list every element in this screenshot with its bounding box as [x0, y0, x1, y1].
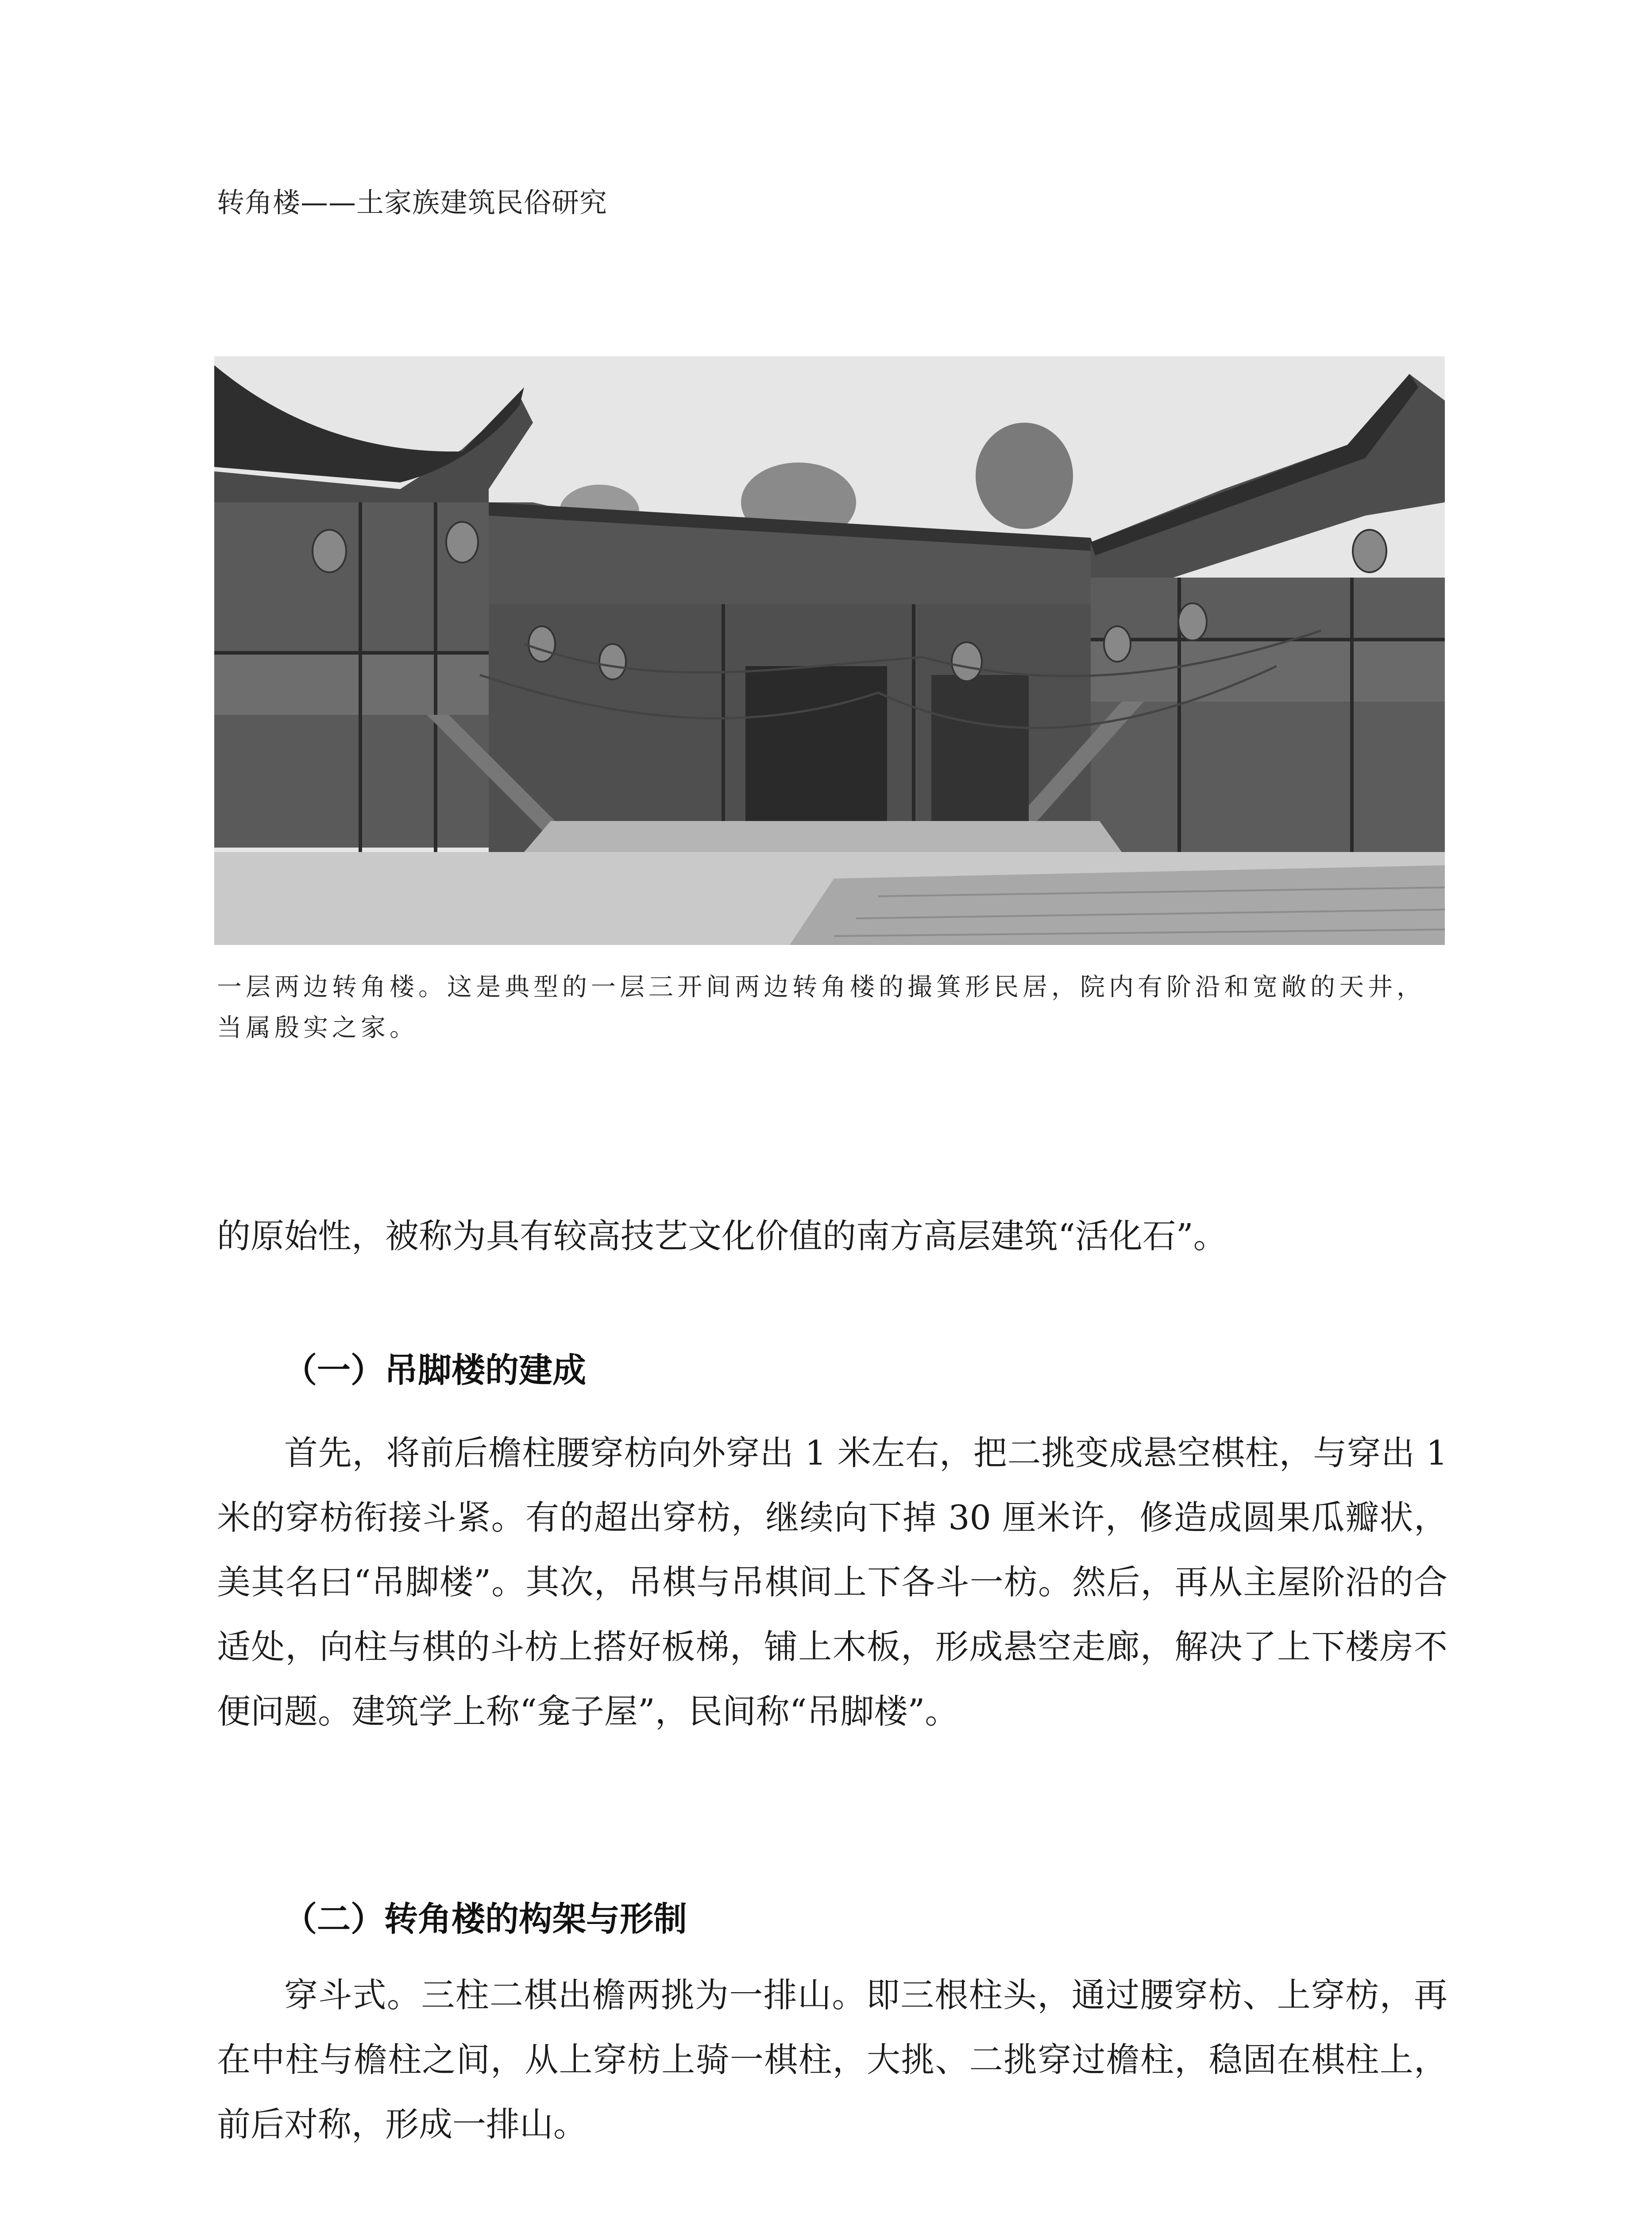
section-paragraph-2: 穿斗式。三柱二棋出檐两挑为一排山。即三根柱头，通过腰穿枋、上穿枋，再在中柱与檐柱之间，从上穿枋上骑一棋柱，大挑、二挑穿过檐柱，稳固在棋柱上，前后对称，形成一排山。 [217, 1975, 1447, 2144]
section-paragraph-1: 首先，将前后檐柱腰穿枋向外穿出 1 米左右，把二挑变成悬空棋柱，与穿出 1 米的穿枋衔接斗紧。有的超出穿枋，继续向下掉 30 厘米许，修造成圆果瓜瓣状，美其名曰“吊脚楼”。其次，吊棋与吊棋间上下各斗一枋。然后，再从主屋阶沿的合适处，向柱与棋的斗枋上搭好板梯，铺上木板，形成悬空走廊，解决了上下楼房不便问题。建筑学上称“龛子屋”，民间称“吊脚楼”。 [217, 1433, 1447, 1731]
running-header: 转角楼——土家族建筑民俗研究 [217, 186, 608, 219]
section-heading-2: （二）转角楼的构架与形制 [283, 1899, 687, 1939]
figure-caption: 一层两边转角楼。这是典型的一层三开间两边转角楼的撮箕形民居，院内有阶沿和宽敞的天井，当属殷实之家。 [217, 973, 1425, 1042]
paragraph-continuation: 的原始性，被称为具有较高技艺文化价值的南方高层建筑“活化石”。 [217, 1216, 1227, 1256]
figure-photo [214, 356, 1445, 945]
section-heading-1: （一）吊脚楼的建成 [283, 1350, 586, 1390]
